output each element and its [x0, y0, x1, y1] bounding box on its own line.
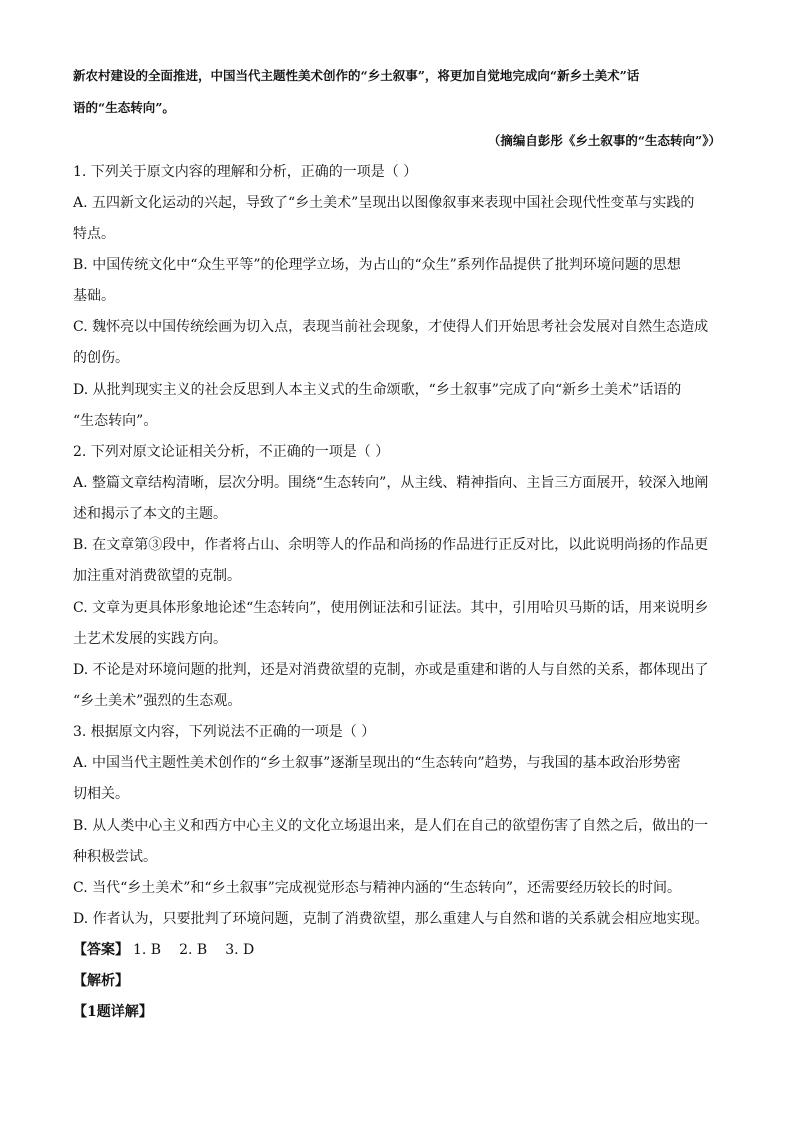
- question-3-stem: 3. 根据原文内容，下列说法不正确的一项是（ ）: [73, 724, 376, 740]
- q3-option-a-cont: 切相关。: [73, 786, 129, 802]
- q1-option-b: B. 中国传统文化中“众生平等”的伦理学立场，为占山的“众生”系列作品提供了批判环境问题的思想: [73, 257, 681, 273]
- q3-option-b: B. 从人类中心主义和西方中心主义的文化立场退出来，是人们在自己的欲望伤害了自然之后，做出的一: [73, 818, 709, 834]
- q1-option-b-cont: 基础。: [73, 288, 115, 304]
- passage-line: 新农村建设的全面推进，中国当代主题性美术创作的“乡土叙事”，将更加自觉地完成向“新乡土美术”话: [73, 68, 640, 83]
- answer-2: 2. B: [179, 942, 208, 958]
- passage-line: 语的“生态转向”。: [73, 100, 175, 115]
- passage-source: （摘编自彭彤《乡土叙事的“生态转向”》）: [487, 133, 721, 148]
- answer-1: 1. B: [133, 942, 162, 958]
- q2-option-c-cont: 土艺术发展的实践方向。: [73, 631, 227, 647]
- answer-tag: 【答案】: [73, 942, 129, 958]
- q1-option-d-cont: “生态转向”。: [73, 413, 158, 429]
- q1-option-c: C. 魏怀亮以中国传统绘画为切入点，表现当前社会现象，才使得人们开始思考社会发展对自然生态造成: [73, 319, 709, 335]
- question-1-stem: 1. 下列关于原文内容的理解和分析，正确的一项是（ ）: [73, 164, 418, 180]
- analysis-title: 【解析】: [73, 973, 129, 989]
- q1-option-d: D. 从批判现实主义的社会反思到人本主义式的生命颂歌，“乡土叙事”完成了向“新乡土美术”话语的: [73, 382, 682, 398]
- q1-option-a: A. 五四新文化运动的兴起，导致了“乡土美术”呈现出以图像叙事来表现中国社会现代性变革与实践的: [73, 195, 695, 211]
- q2-option-c: C. 文章为更具体形象地论述“生态转向”，使用例证法和引证法。其中，引用哈贝马斯的话，用来说明乡: [73, 600, 709, 616]
- answer-3: 3. D: [225, 942, 255, 958]
- q3-option-d: D. 作者认为，只要批判了环境问题，克制了消费欲望，那么重建人与自然和谐的关系就会相应地实现。: [73, 911, 709, 927]
- q2-option-b-cont: 加注重对消费欲望的克制。: [73, 568, 241, 584]
- q3-option-b-cont: 种积极尝试。: [73, 849, 157, 865]
- analysis-detail-heading: 【1题详解】: [73, 1004, 153, 1020]
- q3-option-c: C. 当代“乡土美术”和“乡土叙事”完成视觉形态与精神内涵的“生态转向”，还需要经历较长的时间。: [73, 880, 682, 896]
- q1-option-c-cont: 的创伤。: [73, 350, 129, 366]
- question-2-stem: 2. 下列对原文论证相关分析，不正确的一项是（ ）: [73, 444, 390, 460]
- q2-option-a: A. 整篇文章结构清晰，层次分明。围绕“生态转向”，从主线、精神指向、主旨三方面展开，较深入地阐: [73, 475, 709, 491]
- answer-line: [73, 940, 721, 960]
- q1-option-a-cont: 特点。: [73, 226, 115, 242]
- q2-option-d-cont: “乡土美术”强烈的生态观。: [73, 693, 242, 709]
- q2-option-d: D. 不论是对环境问题的批判，还是对消费欲望的克制，亦或是重建和谐的人与自然的关系，都体现出了: [73, 662, 709, 678]
- q3-option-a: A. 中国当代主题性美术创作的“乡土叙事”逐渐呈现出的“生态转向”趋势，与我国的基本政治形势密: [73, 755, 681, 771]
- q2-option-a-cont: 述和揭示了本文的主题。: [73, 506, 227, 522]
- q2-option-b: B. 在文章第③段中，作者将占山、余明等人的作品和尚扬的作品进行正反对比，以此说明尚扬的作品更: [73, 537, 709, 553]
